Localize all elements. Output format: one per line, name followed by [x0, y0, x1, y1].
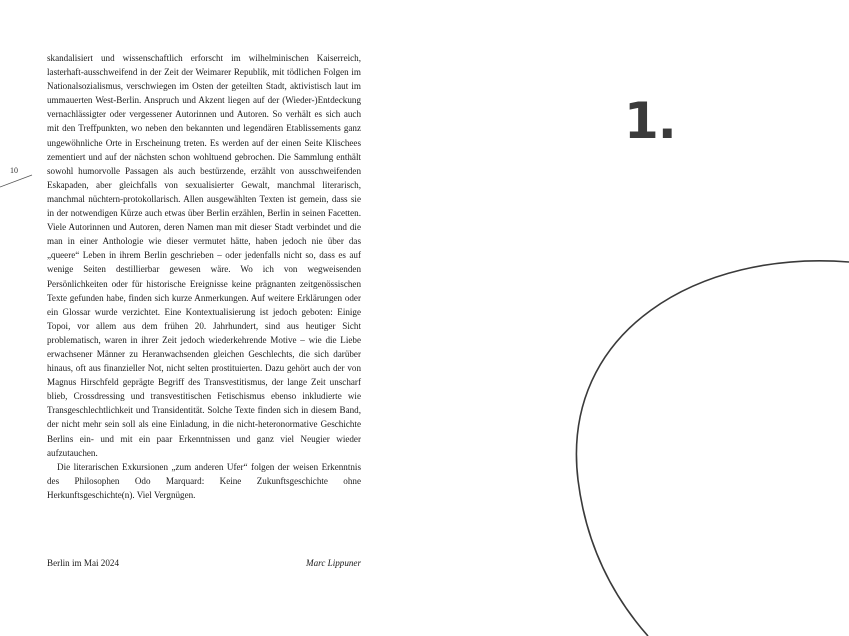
paragraph: skandalisiert und wissenschaftlich erforscht im wilhelminischen Kaiserreich, lasterhaft-ausschweifend in der Zeit der Weimarer Republik, mit tödlichen Folgen im Nationalsozialismus, verschwiegen im Osten der geteilten Stadt, aktivistisch laut im ummauerten West-Berlin. Anspruch und Akzent liegen auf der (Wieder-)Entdeckung vernachlässigter oder vergessener Autorinnen und Autoren. So verhält es sich auch mit den Treffpunkten, wo neben den bekannten und legendären Etablissements ganz ungewöhnliche Orte in Erscheinung treten. Es werden auf der einen Seite Klischees zementiert und auf der nächsten schon wohltuend gebrochen. Die Sammlung enthält sowohl humorvolle Passagen als auch bestürzende, erzählt von ausschweifenden Eskapaden, aber gleichfalls von sexualisierter Gewalt, manchmal literarisch, manchmal nüchtern-protokollarisch. Allen ausgewählten Texten ist gemein, dass sie in der notwendigen Kürze auch etwas über Berlin erzählen, Berlin in seinen Facetten. Viele Autorinnen und Autoren, deren Namen man mit dieser Stadt verbindet und die man in einer Anthologie wie dieser vermutet hätte, haben jedoch nie über das „queere“ Leben in ihrem Berlin geschrieben – oder jedenfalls nicht so, dass es auf wenige Seiten destillierbar gewesen wäre. Wo ich von wegweisenden Persönlichkeiten oder für historische Ereignisse keine prägnanten zeitgenössischen Texte gefunden habe, finden sich kurze Anmerkungen. Auf weitere Erklärungen oder ein Glossar wurde verzichtet. Eine Kontextualisierung ist jedoch geboten: Einige Topoi, vor allem aus dem frühen 20. Jahrhundert, sind aus heutiger Sicht problematisch, waren in ihrer Zeit jedoch wiederkehrende Motive – wie die Liebe erwachsener Männer zu Heranwachsenden gleichen Geschlechts, die sich darüber hinaus, oft aus finanzieller Not, nicht selten prostituierten. Dazu gehört auch der von Magnus Hirschfeld geprägte Begriff des Transvestitismus, der lange Zeit unscharf blieb, Crossdressing und transvestitischen Fetischismus ebenso inkludierte wie Transgeschlechtlichkeit und Transidentität. Solche Texte finden sich in diesem Band, der nicht mehr sein soll als eine Einladung, in die nicht-heteronormative Geschichte Berlins ein- und mit ein paar Erkenntnissen und ganz viel Neugier wieder aufzutauchen.	[47, 53, 361, 458]
paragraph: Die literarischen Exkursionen „zum anderen Ufer“ folgen der weisen Erkenntnis des Philosophen Odo Marquard: Keine Zukunftsgeschichte ohne Herkunftsgeschichte(n). Viel Vergnügen.	[47, 461, 361, 500]
page-number: 10	[10, 166, 18, 175]
author-name: Marc Lippuner	[306, 558, 361, 568]
chapter-number: 1.	[624, 92, 676, 150]
place-date: Berlin im Mai 2024	[47, 558, 119, 568]
